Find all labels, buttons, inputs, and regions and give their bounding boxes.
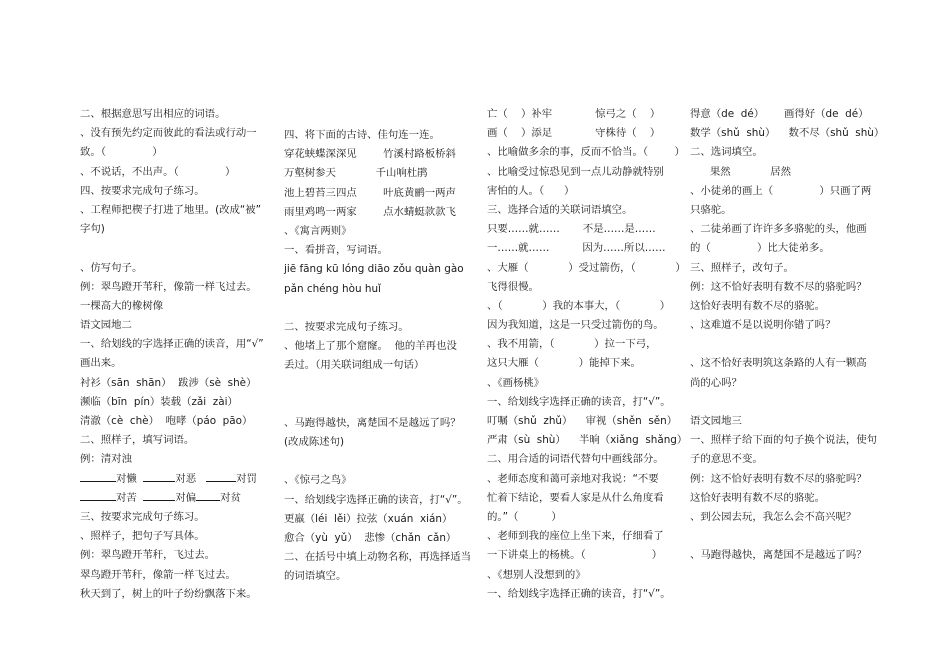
antonym-row-1: 对懒 对恶 对罚 [80, 470, 270, 489]
answer-blank[interactable] [206, 470, 236, 482]
section-heading: 二、用合适的词语代替句中画线部分。 [487, 453, 664, 466]
text-line: 濒临（bīn pín）装载（zǎi zài） [80, 395, 238, 408]
text-line: 例：这不恰好表明有数不尽的骆驼吗？ [690, 280, 867, 293]
blank-line [284, 395, 464, 414]
answer-blank[interactable] [196, 489, 220, 501]
section-heading: 、《寓言两则》 [284, 224, 352, 237]
poem-pair: 池上碧苔三四点 叶底黄鹂一两声 [284, 186, 456, 199]
text-line: 翠鸟蹬开苇秆，像箭一样飞过去。 [80, 568, 236, 581]
text-line: 一下讲桌上的杨桃。（ ） [487, 549, 663, 562]
section-heading: 三、选择合适的关联词语填空。 [487, 203, 633, 216]
text-line: 、他堵上了那个窟窿。 他的羊再也没 [284, 340, 457, 353]
section-heading: 二、选词填空。 [690, 146, 763, 159]
text-line: 叮嘱（shǔ zhǔ） 审视（shěn sěn） [487, 415, 678, 427]
antonym-row-2: 对苦 对偏 对贫 [80, 489, 270, 508]
text-line: 尚的心吗？ [690, 376, 742, 389]
answer-blank[interactable] [80, 470, 116, 482]
answer-blank[interactable] [143, 470, 175, 482]
text-line: 因为我知道，这是一只受过箭伤的鸟。 [487, 319, 664, 332]
section-heading: 语文园地二 [80, 319, 132, 332]
blank-line [284, 452, 464, 471]
text-line: 亡（ ）补牢 惊弓之（ ） [487, 108, 661, 120]
text-line: 秋天到了，树上的叶子纷纷飘落下来。 [80, 587, 257, 600]
text-line: 、不说话，不出声。（ ） [80, 165, 236, 178]
blank-line [80, 239, 270, 258]
text-line: 致。（ ） [80, 146, 163, 159]
poem-pair: 雨里鸡鸣一两家 点水蜻蜓款款飞 [284, 205, 456, 218]
text-line: 画（ ）添足 守株待（ ） [487, 127, 661, 140]
text-line: 的词语填空。 [284, 570, 347, 583]
poem-pair: 穿花蛱蝶深深见 竹溪村路板桥斜 [284, 148, 456, 161]
text-line: 、仿写句子。 [80, 261, 143, 274]
text-line: 、照样子，把句子写具体。 [80, 530, 205, 543]
text-line: 、小徒弟的画上（ ）只画了两 [690, 184, 872, 197]
text-line: 画出来。 [80, 357, 122, 370]
blank-line [690, 393, 870, 412]
text-line: 丢过。（用关联词组成一句话） [284, 359, 425, 372]
section-heading: 二、照样子，填写词语。 [80, 434, 195, 447]
text-line: 、到公园去玩，我怎么会不高兴呢？ [690, 510, 857, 523]
section-heading: 三、照样子，改句子。 [690, 261, 794, 274]
text-line: 这恰好表明有数不尽的骆驼。 [690, 491, 826, 504]
text-line: 例：清对浊 [80, 453, 132, 466]
text-line: 一、给划线的字选择正确的读音，用“√” [80, 338, 264, 351]
text-line: 忙着下结论，要看人家是从什么角度看 [487, 491, 664, 504]
section-heading: 四、按要求完成句子练习。 [80, 184, 205, 197]
text-line: 一、照样子给下面的句子换个说法，使句 [690, 434, 878, 447]
blank-line [284, 375, 464, 394]
text-line: 、这不恰好表明筑这条路的人有一颗高 [690, 357, 867, 370]
text-line: 、比喻受过惊恐见到一点儿动静就特别 [487, 165, 664, 178]
text-line: (改成陈述句) [284, 436, 345, 449]
text-line: 、大雁（ ）受过箭伤，（ ） [487, 261, 686, 274]
text-line: 数学（shǔ shù） 数不尽（shǔ shù） [690, 127, 885, 140]
text-line: 、工程师把楔子打进了地里。(改成“被” [80, 203, 262, 216]
blank-line [690, 335, 870, 354]
section-heading: 二、根据意思写出相应的词语。 [80, 108, 226, 120]
text-line: 、老师到我的座位上坐下来，仔细看了 [487, 530, 664, 543]
text-line: 子的意思不变。 [690, 453, 763, 466]
text-line: 、马跑得越快，离楚国不是越远了吗？ [690, 549, 867, 562]
text-line: 例：翠鸟蹬开苇秆，飞过去。 [80, 549, 216, 562]
pinyin-row: jiē fāng kū lóng diāo zǒu quàn gào pǎn chéng hòu huǐ [284, 263, 464, 295]
text-line: 一……就…… 因为……所以…… [487, 242, 666, 255]
text-line: 、二徒弟画了许许多多骆驼的头，他画 [690, 223, 867, 236]
text-line: 、（ ）我的本事大，（ ） [487, 299, 671, 312]
column-4 [690, 105, 885, 566]
text-line: 的（ ）比大徒弟多。 [690, 242, 830, 255]
text-line: 只要……就…… 不是……是…… [487, 223, 656, 236]
section-heading: 、《想别人没想到的》 [487, 568, 586, 581]
text-line: 、没有预先约定而彼此的看法或行动一 [80, 127, 257, 140]
text-line: 愈合（yù yǔ） 悲惨（chǎn cǎn） [284, 531, 457, 544]
text-line: 二、在括号中填上动物名称，再选择适当 [284, 551, 472, 564]
text-line: 例：这不恰好表明有数不尽的骆驼吗？ [690, 472, 867, 485]
text-line: 得意（de dé） 画得好（de dé） [690, 108, 869, 120]
answer-blank[interactable] [143, 489, 175, 501]
word-choices: 果然 居然 [709, 165, 792, 178]
text-line: 的。”（ ） [487, 510, 562, 523]
text-line: 害怕的人。（ ） [487, 184, 575, 197]
text-line: 字句) [80, 223, 105, 236]
text-line: 一、给划线字选择正确的读音，打“√”。 [284, 493, 468, 506]
text-line: 只骆驼。 [690, 203, 732, 216]
text-line: 、这难道不是以说明你错了吗？ [690, 319, 836, 332]
section-heading: 三、按要求完成句子练习。 [80, 510, 205, 523]
text-line: 这只大雁（ ）能掉下来。 [487, 357, 641, 370]
text-line: 、老师态度和蔼可亲地对我说：“不要 [487, 472, 659, 485]
blank-line [690, 527, 870, 546]
text-line: 这恰好表明有数不尽的骆驼。 [690, 299, 826, 312]
section-heading: 一、看拼音，写词语。 [284, 244, 388, 257]
text-line: 、马跑得越快，离楚国不是越远了吗？ [284, 416, 461, 429]
text-line: 飞得很慢。 [487, 280, 539, 293]
column-1 [80, 105, 270, 604]
section-heading: 四、将下面的古诗、佳句连一连。 [284, 129, 440, 141]
text-line: 严肃（sù shù） 半晌（xiǎng shǎng） [487, 434, 688, 447]
text-line: 、比喻做多余的事，反而不恰当。（ ） [487, 146, 685, 159]
text-line: 清澈（cè chè） 咆哮（páo pāo） [80, 415, 253, 427]
section-heading: 一、给划线字选择正确的读音，打“√”。 [487, 587, 671, 600]
poem-pair: 万壑树参天 千山响杜鹃 [284, 167, 428, 180]
text-line: 衬衫（sān shān） 跋涉（sè shè） [80, 376, 257, 389]
answer-blank[interactable] [80, 489, 116, 501]
text-line: 更羸（léi lěi）拉弦（xuán xián） [284, 512, 453, 525]
text-line: 、我不用箭，（ ）拉一下弓， [487, 338, 657, 351]
text-line: 例：翠鸟蹬开苇秆，像箭一样飞过去。 [80, 280, 257, 293]
column-2 [284, 126, 472, 587]
section-heading: 一、给划线字选择正确的读音，打“√”。 [487, 395, 671, 408]
section-heading: 二、按要求完成句子练习。 [284, 320, 409, 333]
text-line: 一棵高大的橡树像 [80, 299, 164, 312]
section-heading: 、《惊弓之鸟》 [284, 474, 352, 487]
column-3 [487, 105, 688, 604]
section-heading: 语文园地三 [690, 415, 742, 427]
section-heading: 、《画杨桃》 [487, 376, 545, 389]
